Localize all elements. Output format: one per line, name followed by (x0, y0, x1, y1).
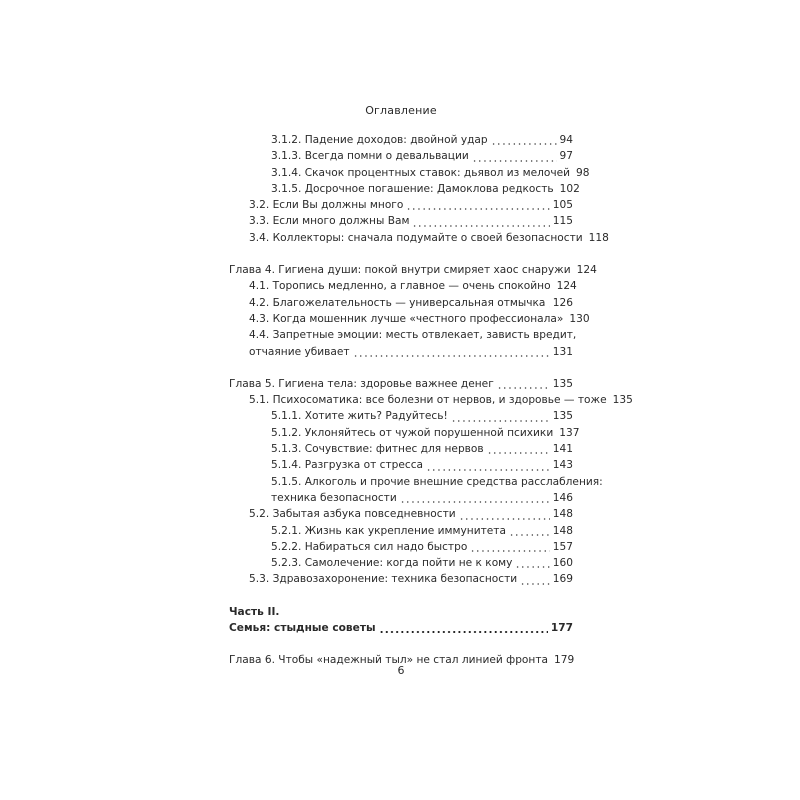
toc-entry-title: 3.1.5. Досрочное погашение: Дамоклова редкость (271, 182, 554, 195)
toc-entry-title: Семья: стыдные советы (229, 622, 376, 635)
toc-entry (229, 408, 573, 424)
toc-entry-title: 4.1. Торопись медленно, а главное — очень спокойно (249, 280, 551, 293)
toc-entry (229, 327, 577, 343)
toc-entry (229, 148, 573, 164)
toc-entry-title: 5.3. Здравозахоронение: техника безопасности (249, 573, 518, 586)
toc-entry (229, 197, 573, 213)
toc-entry-title: 5.2.1. Жизнь как укрепление иммунитета (271, 524, 506, 537)
toc-entry-page: 148 (552, 508, 573, 521)
toc-entry (229, 376, 573, 392)
toc-entry (229, 165, 590, 181)
toc-entry (229, 474, 603, 490)
toc-entry (229, 523, 573, 539)
toc-entry-page: 118 (588, 231, 609, 244)
toc-dot-leader (379, 631, 548, 633)
toc-entry-page: 135 (552, 410, 573, 423)
toc-section-gap (229, 246, 573, 262)
running-header: Оглавление (365, 104, 437, 117)
toc-entry-title: 5.1.1. Хотите жить? Радуйтесь! (271, 410, 448, 423)
toc-dot-leader (515, 566, 549, 568)
toc-entry-page: 148 (552, 524, 573, 537)
toc-entry-page: 131 (552, 345, 573, 358)
toc-dot-leader (406, 208, 549, 210)
toc-entry (229, 213, 573, 229)
toc-entry-title: 5.1.3. Сочувствие: фитнес для нервов (271, 443, 484, 456)
toc-entry-title: техника безопасности (271, 491, 397, 504)
toc-entry-page: 130 (569, 312, 590, 325)
toc-entry (229, 490, 573, 506)
toc-entry-page: 94 (559, 134, 573, 146)
toc-dot-leader (472, 160, 557, 162)
toc-entry (229, 392, 633, 408)
toc-entry-page: 98 (576, 166, 590, 179)
toc-entry-page: 124 (556, 280, 577, 293)
toc-entry-page: 105 (552, 199, 573, 212)
toc-entry (229, 132, 573, 148)
toc-entry-page: 115 (552, 215, 573, 228)
toc-dot-leader (470, 550, 549, 552)
toc-entry (229, 278, 577, 294)
toc-entry (229, 604, 573, 620)
toc-dot-leader (548, 306, 549, 308)
toc-dot-leader (497, 387, 550, 389)
toc-entry-title: 3.2. Если Вы должны много (249, 199, 404, 212)
toc-section-gap (229, 360, 573, 376)
toc-dot-leader (353, 355, 550, 357)
toc-dot-leader (426, 469, 550, 471)
toc-entry-title: 3.1.3. Всегда помни о девальвации (271, 150, 469, 163)
toc-entry-page: 160 (552, 557, 573, 570)
toc-entry-title: Глава 6. Чтобы «надежный тыл» не стал линией фронта (229, 654, 548, 667)
toc-entry (229, 555, 573, 571)
toc-entry-title: Глава 5. Гигиена тела: здоровье важнее денег (229, 377, 494, 390)
toc-dot-leader (412, 225, 549, 227)
toc-entry-page: 141 (552, 443, 573, 456)
toc-entry (229, 181, 580, 197)
toc-entry-page: 143 (552, 459, 573, 472)
toc-dot-leader (491, 143, 557, 145)
toc-entry (229, 571, 573, 587)
toc-entry (229, 295, 573, 311)
toc-dot-leader (520, 583, 550, 585)
toc-entry-title: отчаяние убивает (249, 345, 350, 358)
toc-entry-title: Глава 4. Гигиена души: покой внутри смиряет хаос снаружи (229, 264, 571, 277)
toc-entry (229, 441, 573, 457)
toc-entry (229, 506, 573, 522)
toc-entry-page: 124 (576, 264, 597, 277)
book-page (229, 0, 633, 800)
toc-entry (229, 539, 573, 555)
toc-entry-title: 3.4. Коллекторы: сначала подумайте о своей безопасности (249, 231, 583, 244)
toc-entry-title: 5.1.4. Разгрузка от стресса (271, 459, 424, 472)
toc-entry-title: 5.2.2. Набираться сил надо быстро (271, 540, 468, 553)
toc-entry-page: 102 (559, 182, 580, 195)
toc-section-gap (229, 636, 573, 652)
toc-dot-leader (400, 501, 550, 503)
toc-entry-page: 135 (612, 394, 633, 407)
toc-entry (229, 311, 590, 327)
toc-entry (229, 620, 573, 636)
toc-entry-title: 5.2.3. Самолечение: когда пойти не к кому (271, 557, 513, 570)
toc-entry (229, 262, 597, 278)
toc-entry-page: 157 (552, 540, 573, 553)
toc-entry-page: 177 (550, 622, 573, 635)
toc-entry (229, 230, 609, 246)
toc-entry-page: 137 (559, 426, 580, 439)
toc-entry (229, 457, 573, 473)
toc-entry (229, 344, 573, 360)
toc-entry-page: 179 (554, 654, 575, 667)
page-number: 6 (397, 664, 405, 677)
toc-entry-title: 3.1.2. Падение доходов: двойной удар (271, 134, 488, 146)
toc-entry-title: 5.1.2. Уклоняйтесь от чужой порушенной психики (271, 426, 554, 439)
toc-dot-leader (487, 452, 550, 454)
toc-entry-title: 4.2. Благожелательность — универсальная отмычка (249, 296, 546, 309)
toc-entry-page: 126 (552, 296, 573, 309)
toc-section-gap (229, 588, 573, 604)
toc-entry-title: 3.1.4. Скачок процентных ставок: дьявол из мелочей (271, 166, 571, 179)
toc-entry-page: 97 (559, 150, 573, 163)
toc-entry-title: 3.3. Если много должны Вам (249, 215, 410, 228)
toc-entry-title: 4.4. Запретные эмоции: месть отвлекает, зависть вредит, (249, 329, 577, 342)
table-of-contents (229, 132, 633, 669)
toc-entry-title: 5.1.5. Алкоголь и прочие внешние средства расслабления: (271, 475, 603, 488)
toc-dot-leader (509, 534, 550, 536)
toc-entry-title: 4.3. Когда мошенник лучше «честного профессионала» (249, 312, 564, 325)
toc-entry-title: 5.1. Психосоматика: все болезни от нервов, и здоровье — тоже (249, 394, 607, 407)
toc-dot-leader (459, 518, 550, 520)
toc-entry-page: 135 (552, 377, 573, 390)
toc-entry-title: Часть II. (229, 605, 280, 618)
toc-dot-leader (451, 420, 550, 422)
toc-entry (229, 425, 580, 441)
toc-entry-title: 5.2. Забытая азбука повседневности (249, 508, 456, 521)
toc-entry-page: 169 (552, 573, 573, 586)
toc-entry-page: 146 (552, 491, 573, 504)
